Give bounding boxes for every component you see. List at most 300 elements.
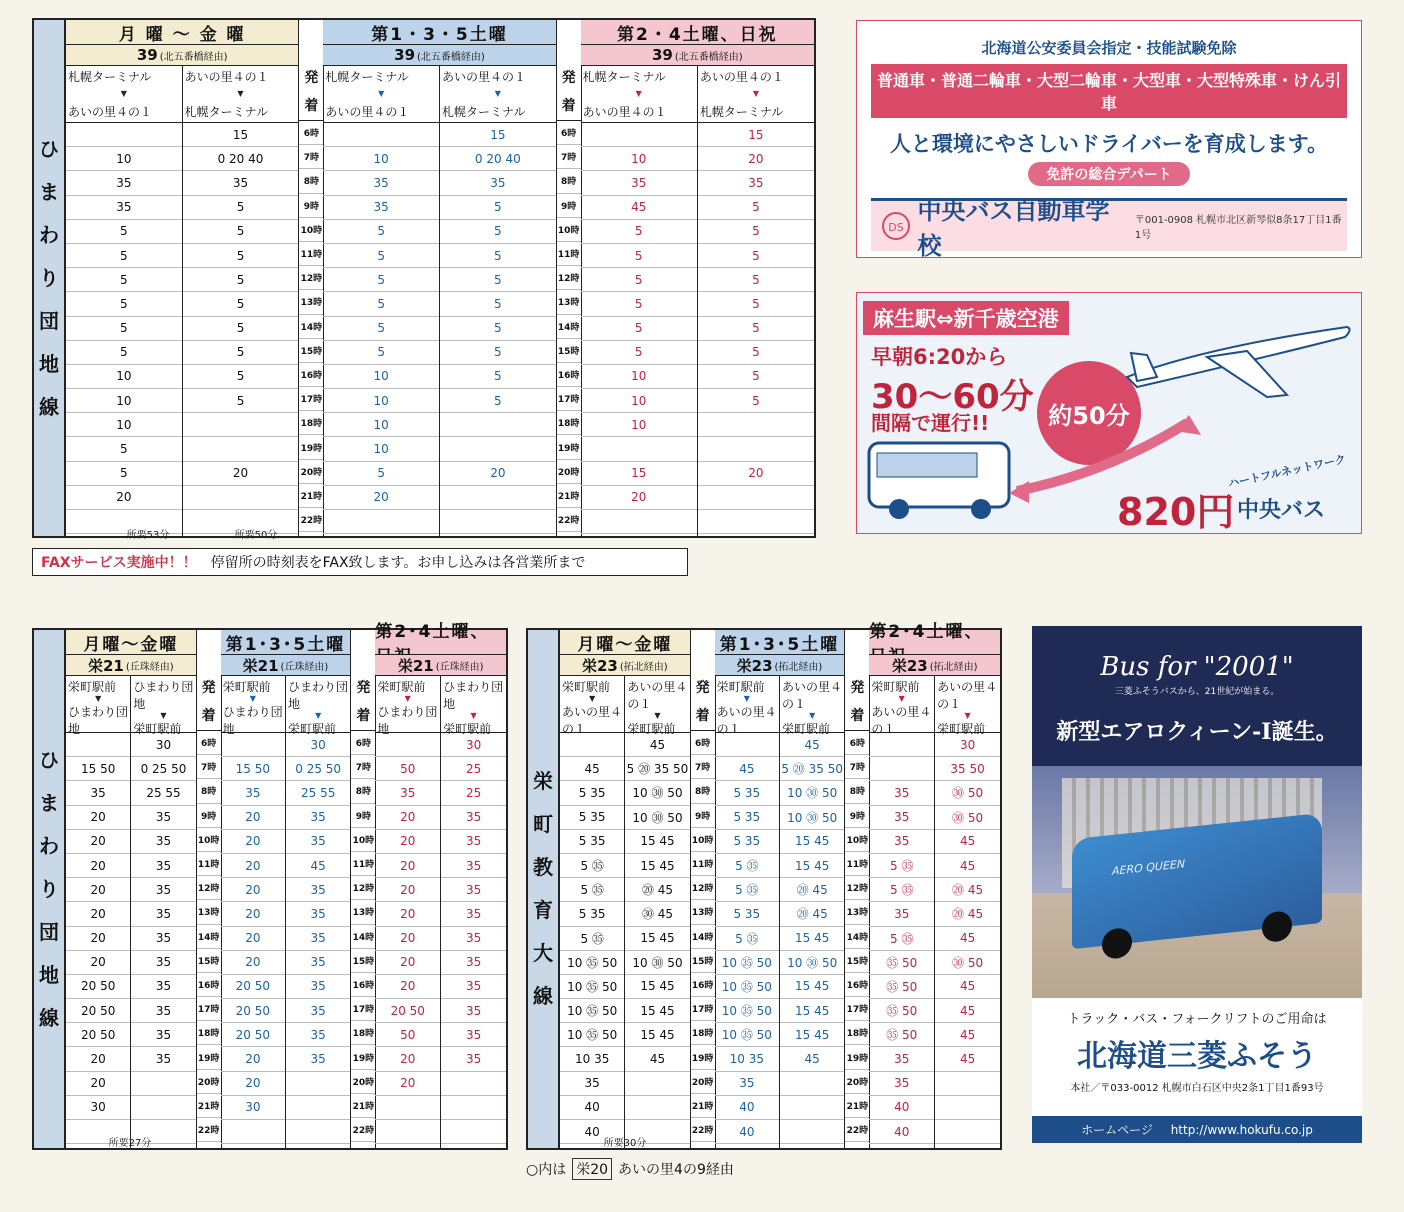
stop-to: 栄町駅前 (937, 722, 986, 736)
time-cell: 35 (441, 1047, 506, 1071)
down-triangle-icon: ▼ (654, 711, 661, 720)
hour-label: 21時 (197, 1094, 221, 1118)
time-cell: 20 (221, 927, 285, 951)
time-cell: 40 (869, 1096, 934, 1120)
time-cell: 20 (440, 462, 556, 486)
time-cell: 50 (375, 757, 440, 781)
hour-header (691, 630, 715, 731)
times-column (935, 733, 1000, 1148)
time-cell: 20 (375, 1047, 440, 1071)
time-cell: 45 (935, 999, 1000, 1023)
time-cell: 45 (560, 757, 624, 781)
time-cell (625, 1096, 689, 1120)
hour-label: 12時 (197, 876, 221, 900)
time-cell: 5 (581, 244, 697, 268)
time-cell (183, 437, 299, 461)
hour-header (845, 630, 869, 731)
times-body (323, 123, 555, 536)
time-cell: 0 25 50 (286, 757, 350, 781)
time-cell (440, 510, 556, 534)
time-cell: 45 (286, 854, 350, 878)
time-cell: 20 50 (221, 999, 285, 1023)
time-cell: 20 (66, 1047, 130, 1071)
hour-column (351, 630, 376, 1148)
time-cell: 30 (66, 1096, 130, 1120)
times-body (66, 123, 298, 536)
time-cell: 35 (286, 806, 350, 830)
time-cell: 15 45 (780, 927, 844, 951)
hour-label: 15時 (691, 949, 715, 973)
time-cell: 5 (66, 317, 182, 341)
time-cell: 5 (323, 462, 439, 486)
time-cell: 10 (581, 389, 697, 413)
time-cell: 35 (286, 999, 350, 1023)
hour-label: 14時 (299, 315, 323, 339)
time-cell: 35 (286, 951, 350, 975)
hour-label: 9時 (845, 804, 869, 828)
time-cell: 35 (375, 781, 440, 805)
stop-from: ひまわり団地 (288, 680, 349, 711)
time-cell: 40 (715, 1096, 779, 1120)
direction-cell (698, 66, 814, 122)
stop-from: 札幌ターミナル (325, 70, 409, 84)
band-route (66, 45, 298, 66)
time-cell: 15 45 (625, 854, 689, 878)
hour-header (557, 20, 581, 121)
time-cell: 10 (66, 389, 182, 413)
hour-label: 13時 (299, 290, 323, 314)
time-cell: 35 (441, 854, 506, 878)
time-cell (221, 1120, 285, 1144)
time-cell: 35 (581, 171, 697, 195)
hour-label: 11時 (197, 852, 221, 876)
time-cell (286, 1096, 350, 1120)
time-cell: 25 (441, 781, 506, 805)
side-char: 団 (39, 308, 59, 333)
hour-label: 21時 (557, 484, 581, 508)
hour-label: 8時 (197, 779, 221, 803)
time-cell: 20 (66, 902, 130, 926)
down-triangle-icon: ▼ (249, 694, 256, 703)
stop-from: 栄町駅前 (68, 680, 117, 694)
hour-label: 20時 (691, 1070, 715, 1094)
hour-label: 14時 (691, 925, 715, 949)
required-time-bl: 所要27分 (108, 1138, 152, 1149)
time-cell: 5 (581, 292, 697, 316)
stop-to: 札幌ターミナル (184, 105, 269, 119)
time-cell: 5 (698, 317, 814, 341)
hour-label: 16時 (351, 973, 375, 997)
stop-to: ひまわり団地 (68, 705, 129, 736)
down-triangle-icon: ▼ (589, 694, 596, 703)
hour-column (691, 630, 716, 1148)
hour-label: 14時 (351, 925, 375, 949)
time-cell: 35 (441, 806, 506, 830)
band-day-label: 第2･4土曜、 (869, 630, 1000, 655)
time-cell: 5 35 (560, 902, 624, 926)
time-cell: 45 (625, 1047, 689, 1071)
hour-label: 12時 (557, 266, 581, 290)
time-cell: 5 (440, 292, 556, 316)
hour-label: 10時 (299, 218, 323, 242)
time-cell: 10 35 (560, 1047, 624, 1071)
stop-to: ひまわり団地 (377, 705, 438, 736)
time-cell (66, 123, 182, 147)
time-cell: 20 (66, 830, 130, 854)
time-cell: 45 (935, 927, 1000, 951)
time-cell: 5 ⑳ 35 50 (780, 757, 844, 781)
time-cell: 20 (698, 462, 814, 486)
hour-label: 19時 (845, 1045, 869, 1069)
stop-to: 栄町駅前 (627, 722, 676, 736)
time-cell: 10 ㉟ 50 (560, 951, 624, 975)
time-cell: 35 (286, 878, 350, 902)
stop-from: あいの里４の１ (937, 680, 998, 711)
times-column (375, 733, 441, 1148)
time-cell: 5 ㉟ (715, 927, 779, 951)
times-body (375, 733, 506, 1148)
time-cell: 15 45 (780, 854, 844, 878)
time-cell: 5 35 (715, 781, 779, 805)
time-cell: 5 (183, 244, 299, 268)
hour-column (197, 630, 222, 1148)
band-route (66, 655, 196, 676)
direction-cell (131, 676, 195, 736)
times-column (698, 123, 814, 536)
stop-from: 栄町駅前 (871, 680, 920, 694)
fax-text: 停留所の時刻表をFAX致します。お申し込みは各営業所まで (210, 555, 586, 571)
band-route (560, 655, 690, 676)
route-number: 39 (651, 46, 673, 64)
hour-label: 16時 (557, 363, 581, 387)
hour-label: 14時 (845, 925, 869, 949)
stop-to: 栄町駅前 (443, 722, 492, 736)
time-cell: 20 (375, 830, 440, 854)
time-cell (66, 733, 130, 757)
time-cell: 35 (183, 171, 299, 195)
route-number: 栄23 (581, 656, 618, 675)
time-cell: ㉚ 45 (625, 902, 689, 926)
time-cell: 5 (66, 341, 182, 365)
time-cell (131, 1072, 195, 1096)
fax-banner (32, 548, 688, 576)
times-body (869, 733, 1000, 1148)
route-via: (北五番橋経由) (159, 51, 228, 63)
time-cell: 35 (286, 927, 350, 951)
time-cell: 45 (780, 1047, 844, 1071)
times-body (66, 733, 196, 1148)
fuso-title: Bus for "2001" (1100, 652, 1294, 682)
direction-cell (869, 676, 935, 736)
fuso-hp-url[interactable]: http://www.hokufu.co.jp (1170, 1123, 1313, 1137)
time-cell: 15 (440, 123, 556, 147)
times-column (131, 733, 195, 1148)
time-cell: ⑳ 45 (935, 902, 1000, 926)
time-cell: 35 (131, 975, 195, 999)
time-cell: 30 (441, 733, 506, 757)
time-cell (581, 510, 697, 534)
time-cell: ㉚ 50 (935, 806, 1000, 830)
time-cell: 10 (323, 147, 439, 171)
side-char: 教 (533, 855, 553, 879)
time-cell: 15 45 (625, 999, 689, 1023)
time-cell: ㉟ 50 (869, 999, 934, 1023)
time-cell (183, 413, 299, 437)
band-route (375, 655, 506, 676)
time-cell: 10 ㉚ 50 (625, 806, 689, 830)
time-cell (935, 1120, 1000, 1144)
side-char: ひ (39, 747, 59, 772)
direction-header (221, 676, 351, 736)
hour-label: 20時 (557, 460, 581, 484)
airport-brand: 中央バス (1237, 498, 1326, 523)
hour-label: 12時 (845, 876, 869, 900)
time-cell: 20 50 (375, 999, 440, 1023)
hour-label: 15時 (557, 339, 581, 363)
time-cell: 35 (440, 171, 556, 195)
time-cell: 20 (375, 1072, 440, 1096)
time-cell: 5 ㉟ (715, 854, 779, 878)
stop-from: 栄町駅前 (222, 680, 271, 694)
direction-cell (441, 676, 506, 736)
hour-label: 17時 (197, 997, 221, 1021)
time-cell: 30 (131, 733, 195, 757)
time-cell: 15 (581, 462, 697, 486)
schedule-band (869, 622, 1000, 1148)
direction-cell (780, 676, 844, 736)
time-cell: 5 35 (715, 806, 779, 830)
stop-to: 札幌ターミナル (442, 105, 526, 119)
time-cell: 5 (440, 365, 556, 389)
down-triangle-icon: ▼ (404, 694, 411, 703)
time-cell: ㉟ 50 (869, 951, 934, 975)
time-cell (131, 1096, 195, 1120)
time-cell: 5 ⑳ 35 50 (625, 757, 689, 781)
direction-cell (183, 66, 299, 122)
time-cell: 5 (66, 437, 182, 461)
band-day-label: 月曜〜金曜 (560, 630, 690, 655)
times-column (441, 733, 506, 1148)
time-cell: 5 (66, 462, 182, 486)
time-cell: 10 ㉚ 50 (625, 781, 689, 805)
direction-header (375, 676, 506, 736)
hour-label: 9時 (197, 804, 221, 828)
hour-label: 19時 (299, 435, 323, 459)
time-cell: 20 50 (66, 999, 130, 1023)
airport-network: ハートフルネットワーク (1227, 452, 1348, 491)
time-cell: 5 (698, 220, 814, 244)
down-triangle-icon: ▼ (378, 89, 385, 98)
time-cell: 5 (698, 341, 814, 365)
hour-label: 7時 (845, 755, 869, 779)
hour-label: 8時 (299, 169, 323, 193)
time-cell: 35 (715, 1072, 779, 1096)
time-cell: 20 (375, 854, 440, 878)
time-cell: 15 45 (625, 1023, 689, 1047)
time-cell: 40 (869, 1120, 934, 1144)
time-cell (780, 1120, 844, 1144)
time-cell (935, 1072, 1000, 1096)
hour-label: 15時 (845, 949, 869, 973)
time-cell: 0 20 40 (440, 147, 556, 171)
hour-header (299, 20, 323, 121)
time-cell: 5 (440, 317, 556, 341)
time-cell: 35 (869, 902, 934, 926)
time-cell: 20 (221, 902, 285, 926)
time-cell: 35 (441, 830, 506, 854)
airport-bus-ad (856, 292, 1362, 534)
time-cell: ㉚ 50 (935, 781, 1000, 805)
direction-cell (581, 66, 698, 122)
time-cell: 10 ㉟ 50 (560, 975, 624, 999)
time-cell: 5 (581, 220, 697, 244)
circle-note (526, 1158, 734, 1180)
times-column (715, 733, 780, 1148)
school-logo-icon (881, 211, 910, 241)
hour-label: 13時 (197, 900, 221, 924)
school-address: 〒001-0908 札幌市北区新琴似8条17丁目1番1号 (1134, 215, 1342, 241)
side-char: ま (39, 790, 59, 815)
time-cell: 10 ㉚ 50 (780, 781, 844, 805)
hour-label: 20時 (845, 1070, 869, 1094)
hour-label: 9時 (351, 804, 375, 828)
hour-label: 16時 (299, 363, 323, 387)
stop-from: あいの里４の１ (627, 680, 688, 711)
direction-cell (935, 676, 1000, 736)
times-column (286, 733, 350, 1148)
time-cell: 5 (581, 341, 697, 365)
time-cell: 20 50 (66, 1023, 130, 1047)
airport-route: 麻生駅⇔新千歳空港 (863, 301, 1069, 335)
direction-header (66, 66, 298, 123)
stop-to: 栄町駅前 (782, 722, 831, 736)
time-cell: 15 (183, 123, 299, 147)
time-cell: 10 ㉟ 50 (715, 951, 779, 975)
route-side-label (34, 630, 66, 1148)
time-cell: 5 (440, 244, 556, 268)
stop-to: あいの里４の１ (325, 105, 410, 119)
stop-to: あいの里４の１ (871, 705, 932, 736)
stop-to: 栄町駅前 (133, 722, 182, 736)
stop-to: ひまわり団地 (222, 705, 283, 736)
hour-label: 9時 (299, 194, 323, 218)
time-cell: 45 (935, 830, 1000, 854)
direction-cell (221, 676, 286, 736)
side-char: 町 (533, 812, 553, 836)
route-via: (拓北経由) (929, 661, 978, 673)
times-body (581, 123, 814, 536)
times-column (625, 733, 689, 1148)
time-cell: 45 (780, 733, 844, 757)
note-suffix: あいの里4の9経由 (618, 1162, 734, 1178)
hour-label: 20時 (351, 1070, 375, 1094)
route-number: 栄23 (891, 656, 928, 675)
times-body (715, 733, 845, 1148)
top-timetable (32, 18, 816, 538)
time-cell (323, 123, 439, 147)
schedule-band (66, 20, 299, 536)
time-cell: 35 (131, 1047, 195, 1071)
stop-to: あいの里４の１ (716, 705, 777, 736)
arrive-label: 着 (850, 708, 865, 724)
hour-label: 10時 (691, 828, 715, 852)
time-cell: 35 (441, 1023, 506, 1047)
down-triangle-icon: ▼ (470, 711, 477, 720)
time-cell: 20 (375, 927, 440, 951)
time-cell: 45 (935, 1023, 1000, 1047)
time-cell: 35 (131, 951, 195, 975)
side-char: 線 (533, 984, 553, 1008)
hour-label: 18時 (197, 1021, 221, 1045)
down-triangle-icon: ▼ (809, 711, 816, 720)
time-cell: 5 (66, 220, 182, 244)
time-cell: 10 ㉚ 50 (780, 806, 844, 830)
time-cell: 45 (935, 975, 1000, 999)
stop-from: ひまわり団地 (133, 680, 194, 711)
time-cell: 35 50 (935, 757, 1000, 781)
time-cell (869, 757, 934, 781)
side-char: ま (39, 179, 59, 204)
hour-label: 8時 (845, 779, 869, 803)
time-cell: 5 35 (560, 830, 624, 854)
side-char: 栄 (533, 769, 553, 793)
time-cell: 35 (441, 878, 506, 902)
time-cell: ⑳ 45 (780, 902, 844, 926)
time-cell: 45 (935, 854, 1000, 878)
time-cell (286, 1072, 350, 1096)
hour-label: 16時 (691, 973, 715, 997)
hour-label: 15時 (351, 949, 375, 973)
time-cell: 20 (375, 951, 440, 975)
time-cell: 10 (581, 413, 697, 437)
time-cell: 40 (715, 1120, 779, 1144)
hour-label: 15時 (197, 949, 221, 973)
band-day-label: 第2・4土曜、日祝 (581, 20, 814, 45)
hour-label: 16時 (197, 973, 221, 997)
times-column (560, 733, 625, 1148)
time-cell: 35 (286, 830, 350, 854)
time-cell: 15 50 (66, 757, 130, 781)
fuso-hp-label: ホームページ (1081, 1123, 1153, 1137)
time-cell: 45 (935, 1047, 1000, 1071)
band-day-label: 月 曜 〜 金 曜 (66, 20, 298, 45)
time-cell: 5 ㉟ (715, 878, 779, 902)
down-triangle-icon: ▼ (898, 694, 905, 703)
hour-label: 17時 (691, 997, 715, 1021)
hour-label: 6時 (691, 731, 715, 755)
route-number: 栄21 (87, 656, 124, 675)
route-number: 栄21 (242, 656, 279, 675)
hour-label: 9時 (557, 194, 581, 218)
hour-header (351, 630, 375, 731)
side-char: り (39, 876, 59, 901)
time-cell: 20 (66, 951, 130, 975)
time-cell: 5 (440, 268, 556, 292)
airplane-icon (1117, 307, 1357, 407)
time-cell: 35 (131, 854, 195, 878)
time-cell: 5 35 (560, 806, 624, 830)
stop-to: あいの里４の１ (582, 105, 667, 119)
time-cell: 20 (66, 806, 130, 830)
time-cell: 10 ㉚ 50 (625, 951, 689, 975)
time-cell: 35 (131, 1023, 195, 1047)
time-cell (935, 1096, 1000, 1120)
hour-label: 21時 (299, 484, 323, 508)
time-cell: 5 (183, 389, 299, 413)
time-cell (441, 1096, 506, 1120)
time-cell: 5 (323, 317, 439, 341)
time-cell: 50 (375, 1023, 440, 1047)
